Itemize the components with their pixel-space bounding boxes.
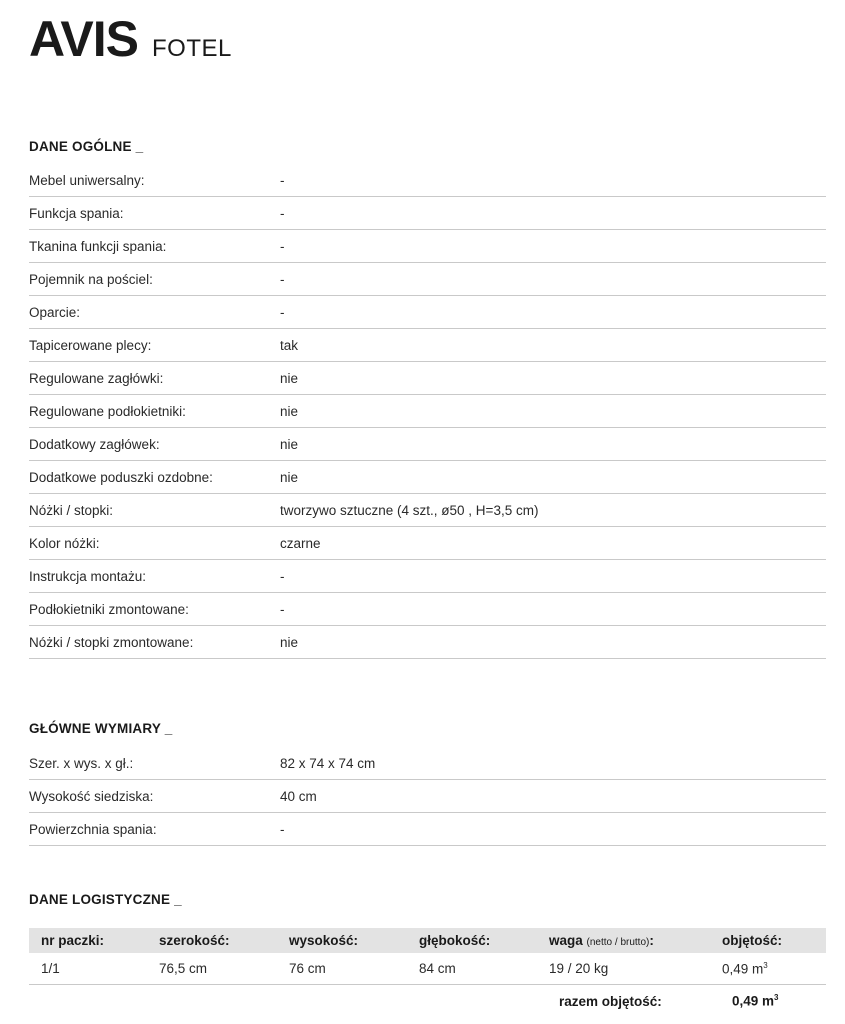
cell-width: 76,5 cm	[159, 961, 208, 976]
table-row	[29, 780, 826, 813]
table-row	[29, 494, 826, 527]
header-weight-note: (netto / brutto)	[586, 937, 650, 948]
row-label: Nóżki / stopki zmontowane:	[29, 634, 194, 650]
logistics-header-row	[29, 928, 826, 953]
cell-volume	[722, 961, 826, 977]
cell-volume-sup: 3	[763, 960, 768, 970]
header-package-no: nr paczki:	[41, 933, 105, 948]
row-value: -	[280, 205, 285, 221]
table-row	[29, 197, 826, 230]
logistics-section-title: DANE LOGISTYCZNE _	[29, 892, 182, 907]
table-row	[29, 626, 826, 659]
table-row	[29, 953, 826, 985]
table-row	[29, 164, 826, 197]
row-value: czarne	[280, 535, 321, 551]
dimensions-section-title: GŁÓWNE WYMIARY _	[29, 721, 173, 736]
header-weight-label: waga	[549, 933, 583, 948]
header-volume: objętość:	[722, 933, 783, 948]
row-value: 82 x 74 x 74 cm	[280, 755, 376, 771]
total-value-sup: 3	[774, 993, 779, 1003]
table-row	[29, 747, 826, 780]
header-depth: głębokość:	[419, 933, 491, 948]
table-row	[29, 329, 826, 362]
row-label: Tapicerowane plecy:	[29, 337, 152, 353]
row-value: nie	[280, 370, 299, 386]
general-table	[29, 164, 826, 659]
logistics-table	[29, 928, 826, 1017]
header-width: szerokość:	[159, 933, 230, 948]
row-value: tworzywo sztuczne (4 szt., ø50 , H=3,5 cm)	[280, 502, 539, 518]
table-row	[29, 296, 826, 329]
row-value: nie	[280, 469, 299, 485]
row-label: Pojemnik na pościel:	[29, 271, 153, 287]
table-row	[29, 230, 826, 263]
row-label: Instrukcja montażu:	[29, 568, 147, 584]
row-value: tak	[280, 337, 299, 353]
table-row	[29, 263, 826, 296]
row-label: Regulowane podłokietniki:	[29, 403, 186, 419]
row-value: -	[280, 601, 285, 617]
row-label: Szer. x wys. x gł.:	[29, 755, 134, 771]
row-label: Kolor nóżki:	[29, 535, 100, 551]
row-label: Funkcja spania:	[29, 205, 124, 221]
table-row	[29, 527, 826, 560]
row-label: Regulowane zagłówki:	[29, 370, 164, 386]
product-type: FOTEL	[152, 35, 232, 62]
product-name: AVIS	[29, 11, 138, 67]
row-value: -	[280, 238, 285, 254]
cell-volume-value: 0,49 m	[722, 961, 764, 977]
dimensions-table	[29, 747, 826, 846]
row-value: nie	[280, 403, 299, 419]
row-label: Mebel uniwersalny:	[29, 172, 145, 188]
row-label: Nóżki / stopki:	[29, 502, 114, 518]
general-section-title: DANE OGÓLNE _	[29, 139, 144, 154]
cell-weight: 19 / 20 kg	[549, 961, 609, 976]
total-row	[29, 985, 826, 1017]
table-row	[29, 593, 826, 626]
row-label: Dodatkowy zagłówek:	[29, 436, 160, 452]
row-value: nie	[280, 436, 299, 452]
page-header	[29, 11, 232, 67]
row-label: Wysokość siedziska:	[29, 788, 154, 804]
header-height: wysokość:	[289, 933, 359, 948]
row-value: -	[280, 172, 285, 188]
total-value-number: 0,49 m	[732, 993, 775, 1009]
row-value: -	[280, 568, 285, 584]
cell-depth: 84 cm	[419, 961, 456, 976]
row-label: Tkanina funkcji spania:	[29, 238, 167, 254]
header-weight-colon: :	[649, 933, 654, 948]
row-value: -	[280, 304, 285, 320]
cell-package-no: 1/1	[41, 961, 60, 976]
row-value: -	[280, 271, 285, 287]
row-value: nie	[280, 634, 299, 650]
row-value: 40 cm	[280, 788, 317, 804]
row-value: -	[280, 821, 285, 837]
table-row	[29, 560, 826, 593]
total-label: razem objętość:	[559, 993, 662, 1009]
row-label: Podłokietniki zmontowane:	[29, 601, 189, 617]
table-row	[29, 461, 826, 494]
total-value	[732, 993, 826, 1009]
table-row	[29, 362, 826, 395]
row-label: Powierzchnia spania:	[29, 821, 157, 837]
row-label: Oparcie:	[29, 304, 81, 320]
table-row	[29, 395, 826, 428]
table-row	[29, 813, 826, 846]
table-row	[29, 428, 826, 461]
header-weight	[549, 933, 722, 948]
cell-height: 76 cm	[289, 961, 326, 976]
row-label: Dodatkowe poduszki ozdobne:	[29, 469, 213, 485]
